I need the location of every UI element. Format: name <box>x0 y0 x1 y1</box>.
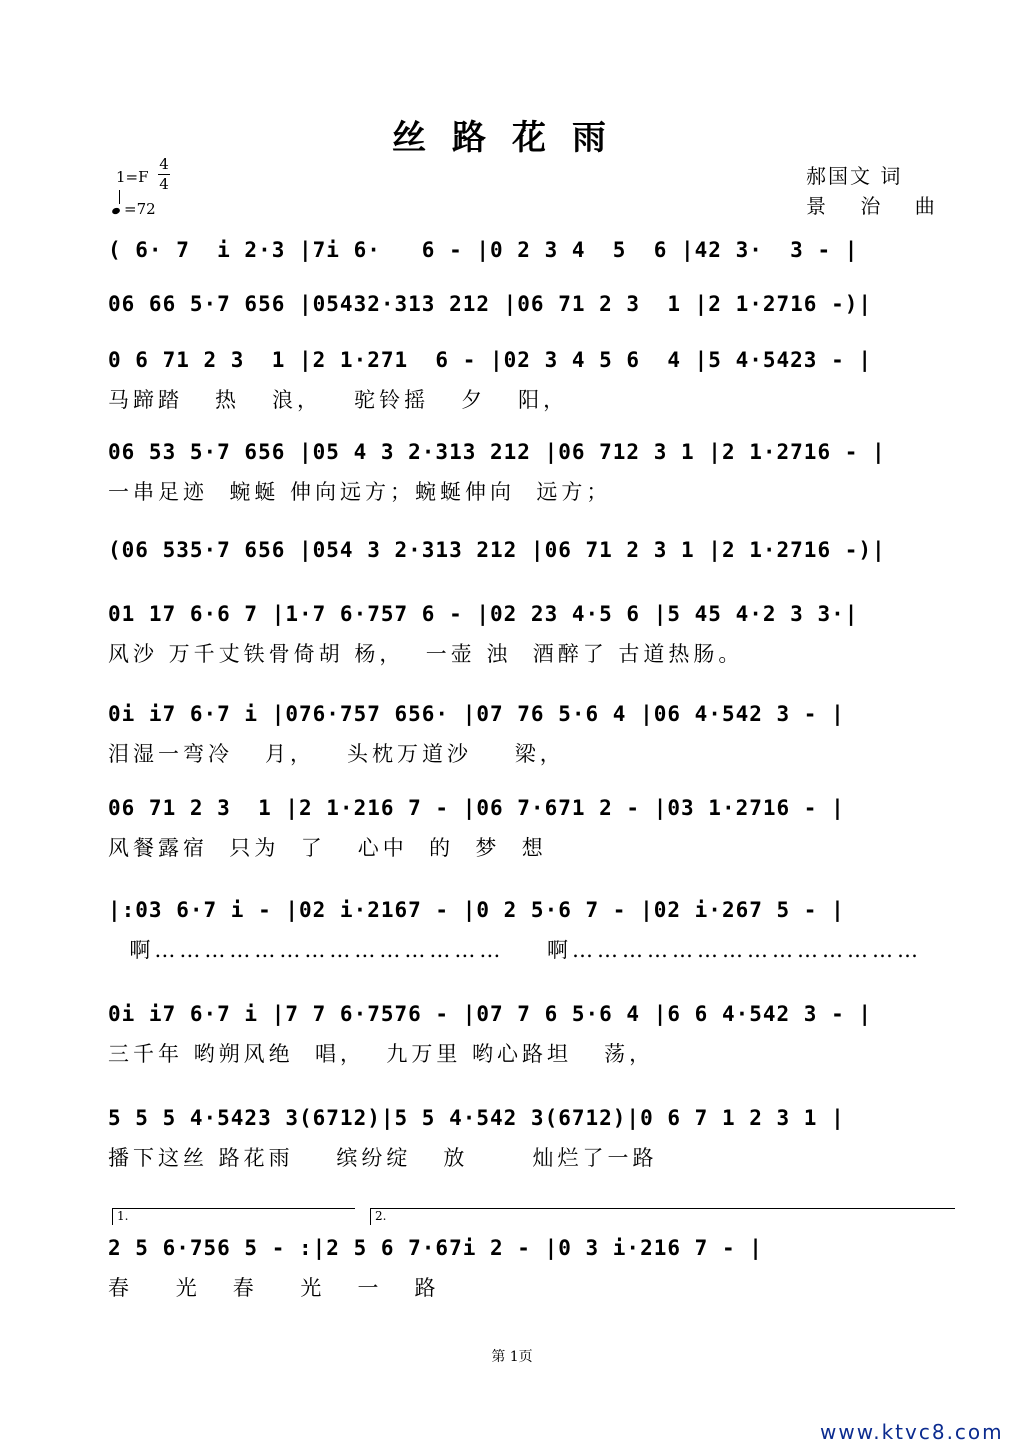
notation-line: 06 53 5·7 656 |05 4 3 2·313 212 |06 712 3 1 |2 1·2716 - | <box>108 440 886 464</box>
second-ending-bracket: 2. <box>370 1208 955 1225</box>
notation-line: 5 5 5 4·5423 3(6712)|5 5 4·542 3(6712)|0 6 7 1 2 3 1 | <box>108 1106 845 1130</box>
tempo-marking <box>112 200 156 218</box>
notation-line: 06 71 2 3 1 |2 1·216 7 - |06 7·671 2 - |03 1·2716 - | <box>108 796 845 820</box>
lyrics-line: 三千年 哟朔风绝 唱， 九万里 哟心路坦 荡， <box>108 1042 655 1066</box>
lyrics-line: 播下这丝 路花雨 缤纷绽 放 灿烂了一路 <box>108 1146 658 1170</box>
lyricist-credit: 郝国文 词 <box>806 164 903 188</box>
tempo-value: =72 <box>124 200 156 218</box>
lyrics-line: 风沙 万千丈铁骨倚胡 杨， 一壶 浊 酒醉了 古道热肠。 <box>108 642 744 666</box>
first-ending-bracket: 1. <box>112 1208 355 1225</box>
time-bottom: 4 <box>159 175 169 193</box>
quarter-note-icon <box>112 200 124 218</box>
notation-line: ( 6· 7 i 2·3 |7i 6· 6 - |0 2 3 4 5 6 |42 3· 3 - | <box>108 238 859 262</box>
lyrics-line: 泪湿一弯冷 月， 头枕万道沙 梁， <box>108 742 565 766</box>
time-top: 4 <box>159 155 169 173</box>
notation-line: 0 6 71 2 3 1 |2 1·271 6 - |02 3 4 5 6 4 |5 4·5423 - | <box>108 348 873 372</box>
lyrics-line: 春 光 春 光 一 路 <box>108 1276 440 1300</box>
composer-credit: 景 治 曲 <box>806 194 949 218</box>
notation-line: (06 535·7 656 |054 3 2·313 212 |06 71 2 3 1 |2 1·2716 -)| <box>108 538 886 562</box>
notation-line: 06 66 5·7 656 |05432·313 212 |06 71 2 3 1 |2 1·2716 -)| <box>108 292 873 316</box>
notation-line: 01 17 6·6 7 |1·7 6·757 6 - |02 23 4·5 6 |5 45 4·2 3 3·| <box>108 602 859 626</box>
watermark: www.ktvc8.com <box>820 1420 1004 1444</box>
key-signature: 1=F <box>116 168 149 186</box>
notation-line: 0i i7 6·7 i |7 7 6·7576 - |07 7 6 5·6 4 |6 6 4·542 3 - | <box>108 1002 873 1026</box>
notation-line: |:03 6·7 i - |02 i·2167 - |0 2 5·6 7 - |02 i·267 5 - | <box>108 898 845 922</box>
notation-line: 2 5 6·756 5 - :|2 5 6 7·67i 2 - |0 3 i·216 7 - | <box>108 1236 763 1260</box>
song-title: 丝路花雨 <box>392 118 632 158</box>
time-signature <box>158 156 170 193</box>
page-number: 第 1页 <box>491 1349 533 1365</box>
lyrics-line: 马蹄踏 热 浪， 驼铃摇 夕 阳， <box>108 388 569 412</box>
notation-line: 0i i7 6·7 i |076·757 656· |07 76 5·6 4 |06 4·542 3 - | <box>108 702 845 726</box>
lyrics-line: 啊…………………………………… 啊…………………………………… <box>108 938 923 962</box>
lyrics-line: 一串足迹 蜿蜒 伸向远方；蜿蜒伸向 远方； <box>108 480 612 504</box>
lyrics-line: 风餐露宿 只为 了 心中 的 梦 想 <box>108 836 547 860</box>
